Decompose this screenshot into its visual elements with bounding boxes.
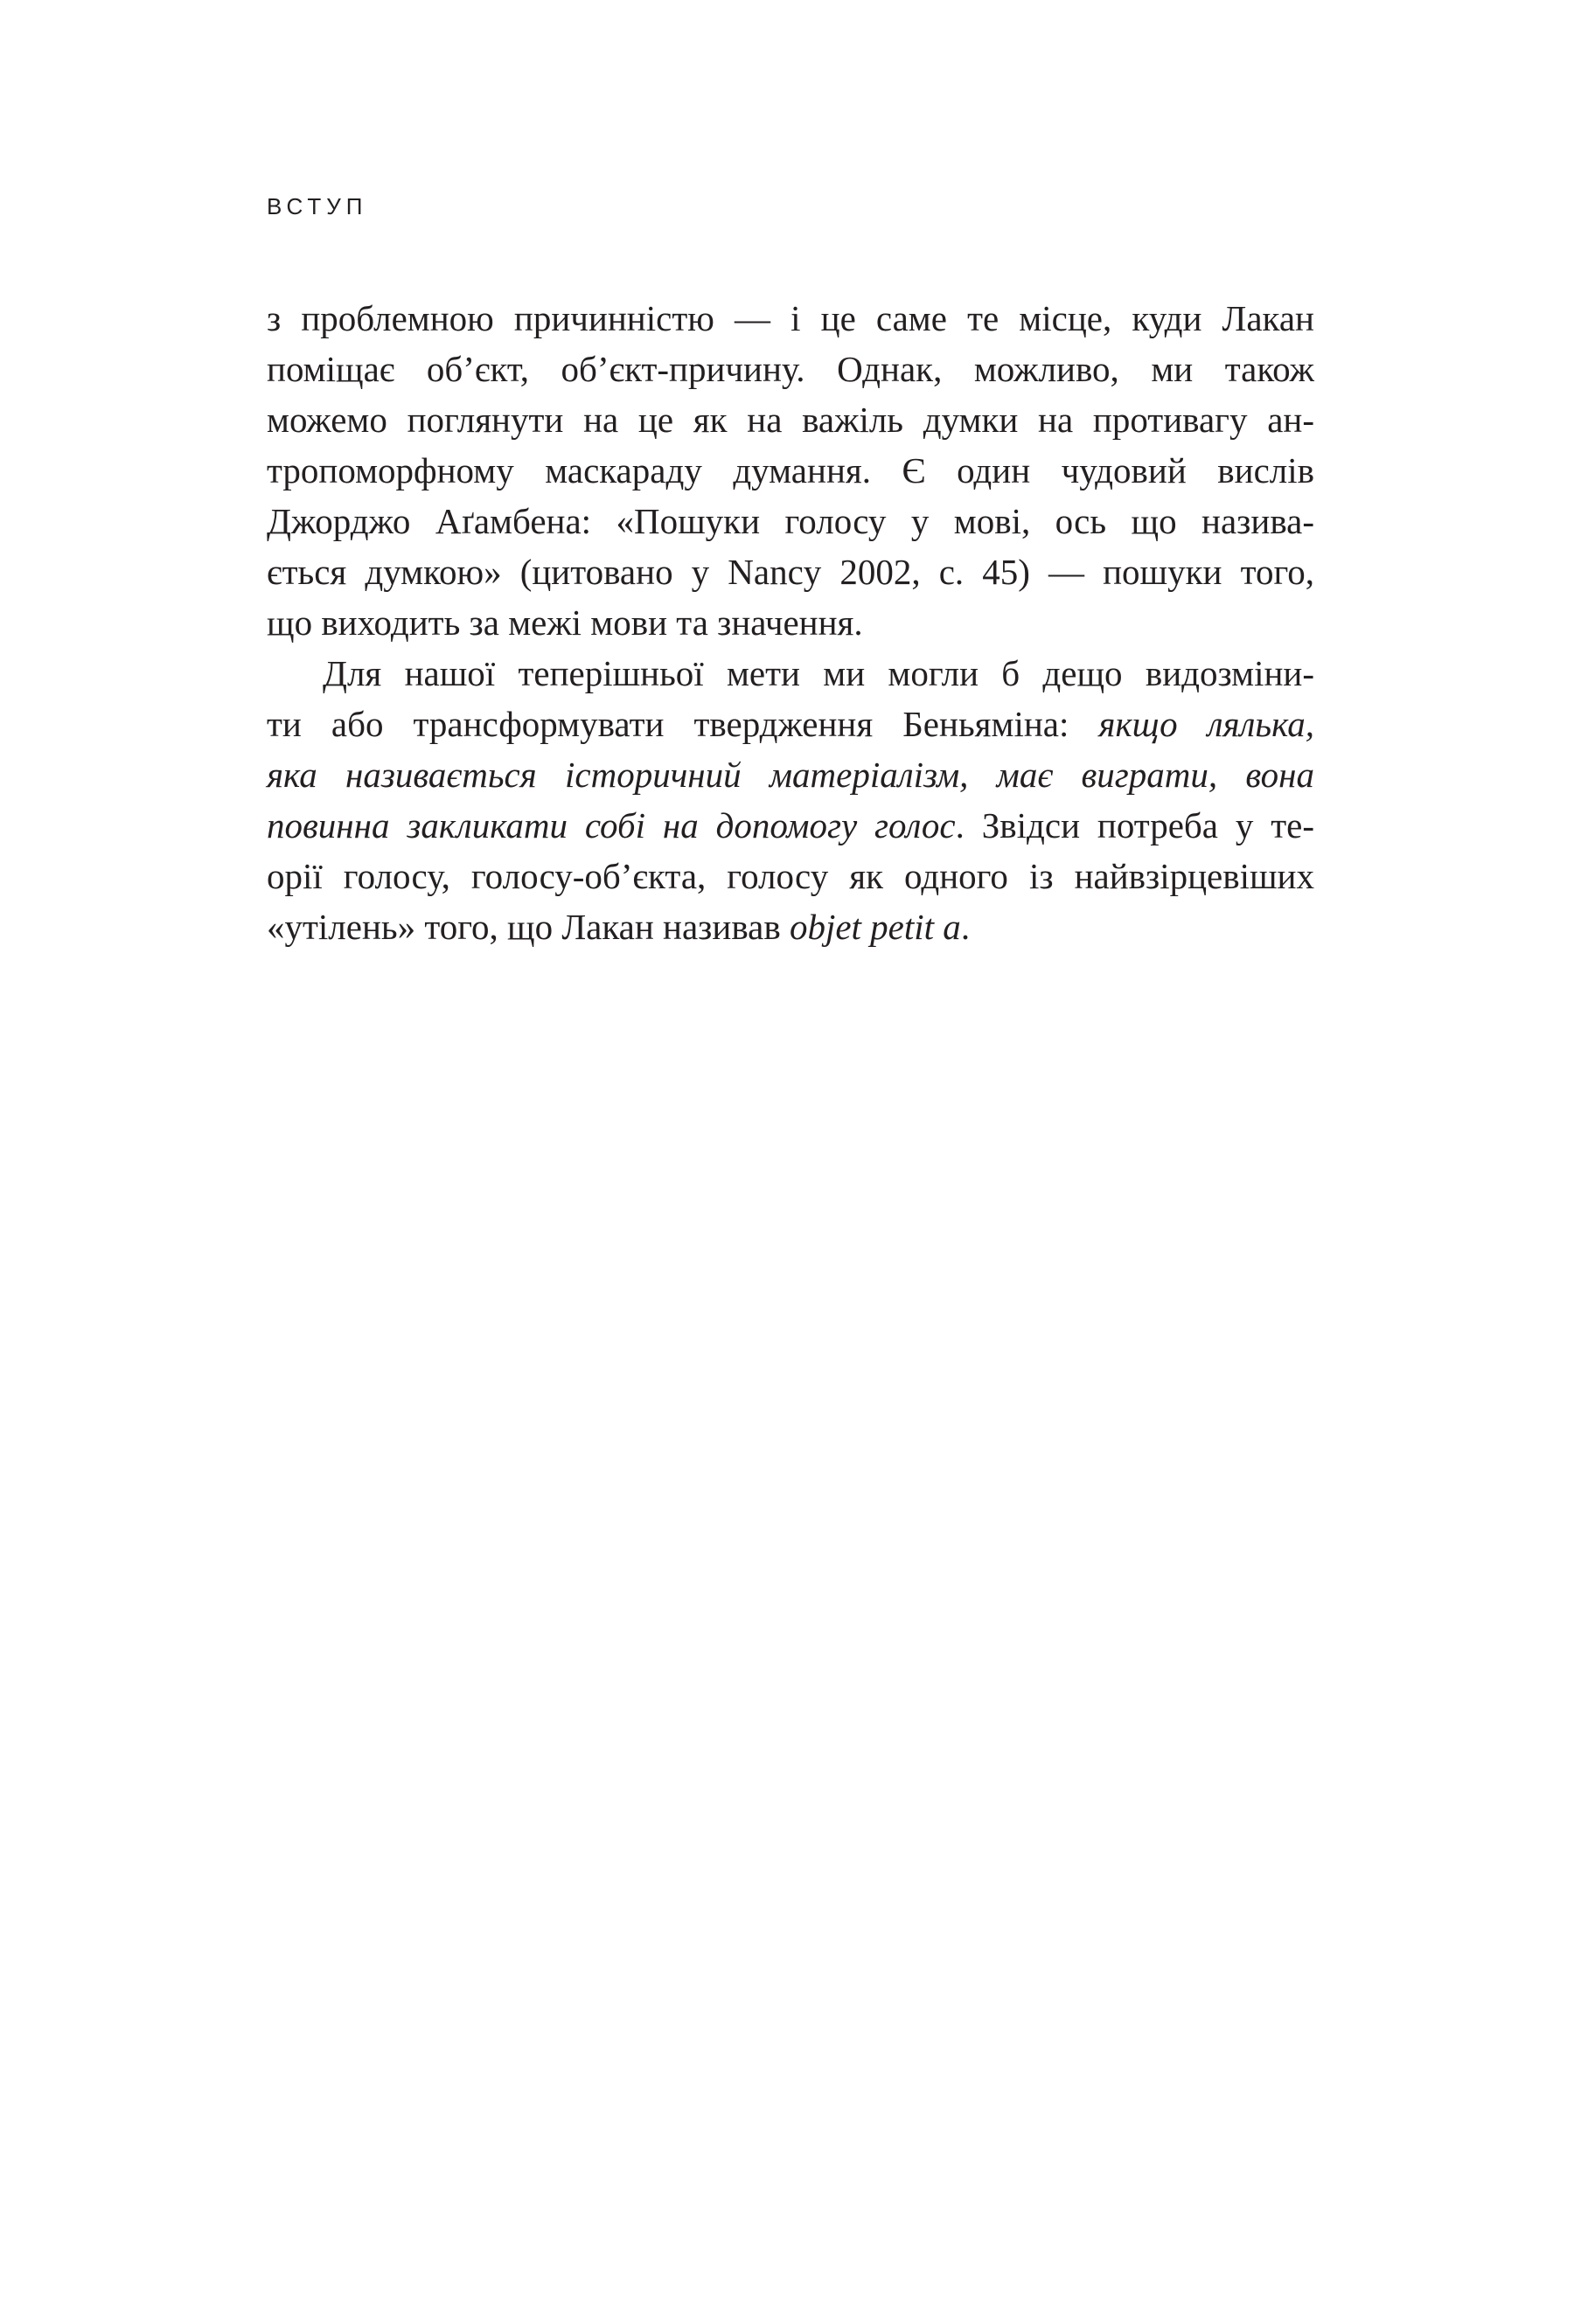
text-line	[267, 597, 1314, 648]
text-line	[267, 800, 1314, 851]
text-segment: тропоморфному маскараду думання. Є один чудовий вислів	[267, 450, 1314, 491]
paragraph-2	[267, 648, 1314, 952]
text-segment: можемо поглянути на це як на важіль думки на противагу ан-	[267, 400, 1314, 440]
text-segment: ється думкою» (цитовано у Nancy 2002, с. 45) — пошуки того,	[267, 552, 1314, 592]
paragraph-1	[267, 293, 1314, 648]
text-line	[267, 496, 1314, 546]
text-line	[267, 749, 1314, 800]
italic-segment: objet petit a	[789, 907, 961, 947]
text-segment: Для нашої теперішньої мети ми могли б дещо видозміни-	[323, 653, 1314, 693]
text-segment: орії голосу, голосу-об’єкта, голосу як одного із найвзірцевіших	[267, 856, 1314, 896]
text-segment: Джорджо Аґамбена: «Пошуки голосу у мові, ось що назива-	[267, 501, 1314, 541]
italic-segment: якщо лялька,	[1098, 704, 1314, 744]
text-segment: ти або трансформувати твердження Беньяміна:	[267, 704, 1099, 744]
text-line	[267, 851, 1314, 901]
text-line	[267, 648, 1314, 699]
text-segment: .	[960, 907, 971, 947]
text-line	[267, 394, 1314, 445]
text-line	[267, 699, 1314, 749]
body-text	[267, 293, 1314, 952]
italic-segment: яка називається історичний матеріалізм, має виграти, вона	[267, 755, 1314, 795]
italic-segment: повинна закликати собі на допомогу голос	[267, 805, 956, 845]
text-line	[267, 293, 1314, 344]
text-line	[267, 344, 1314, 394]
text-segment: що виходить за межі мови та значення.	[267, 602, 863, 643]
text-line	[267, 445, 1314, 496]
text-segment: поміщає об’єкт, об’єкт-причину. Однак, можливо, ми також	[267, 349, 1314, 389]
running-head: ВСТУП	[267, 193, 368, 219]
text-segment: з проблемною причинністю — і це саме те місце, куди Лакан	[267, 298, 1314, 338]
text-segment: . Звідси потреба у те-	[955, 805, 1314, 845]
text-line	[267, 546, 1314, 597]
text-line	[267, 901, 1314, 952]
text-segment: «утілень» того, що Лакан називав	[267, 907, 790, 947]
